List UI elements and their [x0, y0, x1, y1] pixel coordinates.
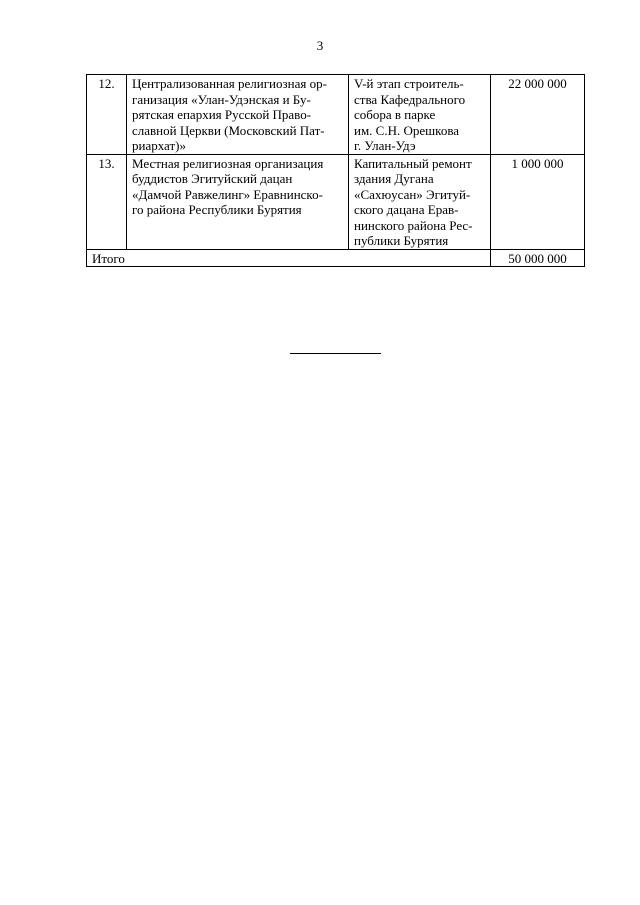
organization-cell — [127, 75, 349, 155]
purpose-line: нинского района Рес- — [354, 217, 473, 233]
total-amount: 50 000 000 — [491, 249, 585, 267]
organization-line: риархат)» — [132, 138, 186, 153]
organization-line: рятская епархия Русской Право- — [132, 107, 312, 122]
amount-cell: 22 000 000 — [491, 75, 585, 155]
row-number: 12. — [87, 75, 127, 155]
purpose-line: собора в парке — [354, 107, 436, 122]
organization-line: го района Республики Бурятия — [132, 202, 302, 217]
page-number: 3 — [316, 38, 324, 53]
organization-line: Местная религиозная организация — [132, 155, 324, 171]
end-divider — [290, 353, 381, 354]
organization-line: славной Церкви (Московский Пат- — [132, 122, 325, 138]
organization-line: Централизованная религиозная ор- — [132, 76, 327, 91]
purpose-line: ства Кафедрального — [354, 91, 466, 107]
table-row — [87, 75, 585, 155]
purpose-line: публики Бурятия — [354, 233, 449, 248]
table-row — [87, 154, 585, 249]
row-number: 13. — [87, 154, 127, 249]
total-label: Итого — [87, 249, 491, 267]
purpose-line: ского дацана Ерав- — [354, 202, 459, 217]
organization-line: буддистов Эгитуйский дацан — [132, 171, 293, 186]
purpose-line: г. Улан-Удэ — [354, 138, 416, 153]
purpose-cell — [349, 154, 491, 249]
grant-table — [86, 74, 585, 267]
total-row — [87, 249, 585, 267]
organization-line: «Дамчой Равжелинг» Еравнинско- — [132, 186, 323, 202]
purpose-line: «Сахюусан» Эгитуй- — [354, 186, 471, 202]
purpose-line: Капитальный ремонт — [354, 155, 472, 171]
amount-cell: 1 000 000 — [491, 154, 585, 249]
purpose-line: V-й этап строитель- — [354, 76, 464, 91]
organization-line: ганизация «Улан-Удэнская и Бу- — [132, 91, 311, 107]
purpose-cell — [349, 75, 491, 155]
purpose-line: им. С.Н. Орешкова — [354, 122, 460, 138]
purpose-line: здания Дугана — [354, 171, 434, 186]
organization-cell — [127, 154, 349, 249]
